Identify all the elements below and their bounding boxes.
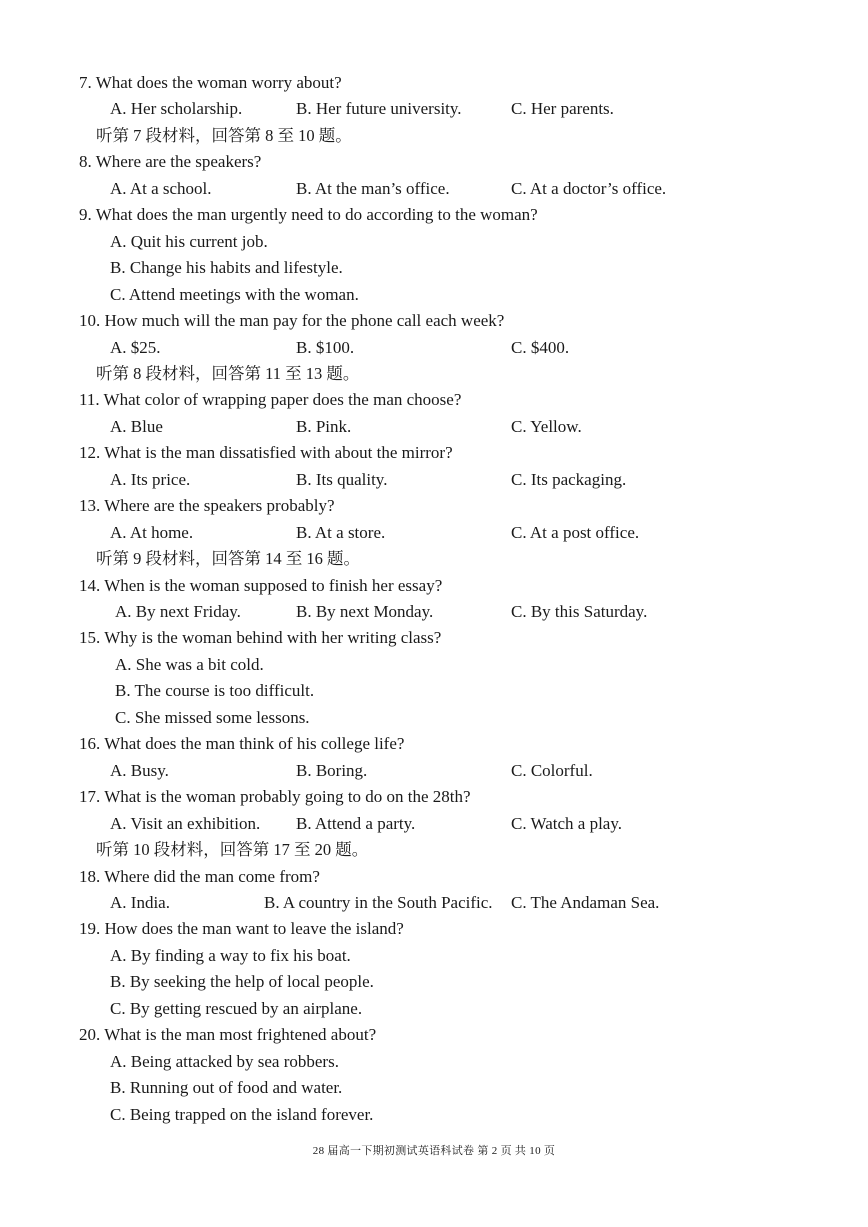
question-text: 16. What does the man think of his college life? [79,734,405,754]
answer-option: A. At home. [110,522,194,542]
question-row [0,440,868,466]
answer-option: C. Watch a play. [511,813,622,833]
options-row [0,599,868,625]
section-row [0,546,868,572]
question-row [0,493,868,519]
question-row [0,387,868,413]
option-row [0,255,868,281]
answer-option: A. By next Friday. [115,602,241,621]
answer-option: C. Yellow. [511,416,582,436]
answer-option: B. $100. [296,337,355,357]
answer-option: C. Colorful. [511,760,593,780]
options-row [0,96,868,122]
answer-option: B. At a store. [296,522,386,542]
answer-option: C. Being trapped on the island forever. [110,1104,374,1124]
question-row [0,784,868,810]
answer-option: A. Visit an exhibition. [110,813,261,833]
section-instruction: 听第 8 段材料，回答第 11 至 13 题。 [96,363,360,383]
question-text: 17. What is the woman probably going to do on the 28th? [79,787,471,807]
question-row [0,625,868,651]
question-text: 14. When is the woman supposed to finish her essay? [79,575,443,595]
section-row [0,123,868,149]
question-row [0,731,868,757]
answer-option: B. At the man’s office. [296,178,450,198]
answer-option: B. Attend a party. [296,813,416,833]
option-row [0,1049,868,1075]
question-text: 12. What is the man dissatisfied with about the mirror? [79,443,453,463]
answer-option: C. $400. [511,337,570,357]
answer-option: A. At a school. [110,178,212,198]
answer-option: B. By seeking the help of local people. [110,972,374,992]
question-row [0,1022,868,1048]
answer-option: B. Its quality. [296,469,388,489]
answer-option: A. Quit his current job. [110,231,268,251]
question-row [0,864,868,890]
section-instruction: 听第 10 段材料，回答第 17 至 20 题。 [96,840,369,860]
answer-option: C. At a post office. [511,522,640,542]
answer-option: A. India. [110,892,170,912]
options-row [0,335,868,361]
answer-option: A. She was a bit cold. [115,654,264,674]
option-row [0,678,868,704]
option-row [0,943,868,969]
answer-option: C. By this Saturday. [511,602,648,621]
question-row [0,149,868,175]
question-row [0,70,868,96]
answer-option: B. Her future university. [296,99,462,119]
answer-option: B. Change his habits and lifestyle. [110,258,343,278]
options-row [0,811,868,837]
options-row [0,414,868,440]
section-instruction: 听第 7 段材料，回答第 8 至 10 题。 [96,125,352,145]
answer-option: A. Busy. [110,760,169,780]
answer-option: A. By finding a way to fix his boat. [110,945,351,965]
options-row [0,758,868,784]
option-row [0,996,868,1022]
answer-option: C. Its packaging. [511,469,627,489]
option-row [0,705,868,731]
answer-option: B. Running out of food and water. [110,1078,343,1098]
section-row [0,361,868,387]
answer-option: B. The course is too difficult. [115,681,315,701]
answer-option: B. A country in the South Pacific. [264,892,493,912]
question-row [0,573,868,599]
option-row [0,969,868,995]
options-row [0,890,868,916]
option-row [0,652,868,678]
question-text: 13. Where are the speakers probably? [79,496,335,516]
section-row [0,837,868,863]
options-row [0,520,868,546]
question-text: 8. Where are the speakers? [79,152,262,172]
answer-option: B. Boring. [296,760,368,780]
section-instruction: 听第 9 段材料，回答第 14 至 16 题。 [96,549,360,569]
answer-option: C. At a doctor’s office. [511,178,667,198]
answer-option: A. Its price. [110,469,191,489]
answer-option: C. She missed some lessons. [115,707,310,727]
answer-option: C. The Andaman Sea. [511,892,660,912]
answer-option: A. $25. [110,337,161,357]
question-row [0,202,868,228]
option-row [0,1075,868,1101]
question-text: 19. How does the man want to leave the island? [79,919,404,939]
option-row [0,229,868,255]
question-text: 9. What does the man urgently need to do according to the woman? [79,205,538,225]
question-text: 11. What color of wrapping paper does the man choose? [79,390,462,410]
options-row [0,467,868,493]
question-row [0,916,868,942]
answer-option: B. By next Monday. [296,602,434,621]
question-text: 15. Why is the woman behind with her writing class? [79,628,442,648]
answer-option: C. By getting rescued by an airplane. [110,998,363,1018]
answer-option: A. Blue [110,416,163,436]
answer-option: A. Her scholarship. [110,99,243,119]
question-text: 18. Where did the man come from? [79,866,320,886]
answer-option: A. Being attacked by sea robbers. [110,1051,339,1071]
options-row [0,176,868,202]
option-row [0,1102,868,1128]
option-row [0,282,868,308]
question-text: 20. What is the man most frightened about? [79,1025,377,1045]
page-footer: 28 届高一下期初测试英语科试卷 第 2 页 共 10 页 [312,1145,556,1157]
question-text: 7. What does the woman worry about? [79,73,342,92]
answer-option: C. Her parents. [511,99,614,119]
question-text: 10. How much will the man pay for the phone call each week? [79,311,505,331]
answer-option: C. Attend meetings with the woman. [110,284,359,304]
question-row [0,308,868,334]
answer-option: B. Pink. [296,416,352,436]
